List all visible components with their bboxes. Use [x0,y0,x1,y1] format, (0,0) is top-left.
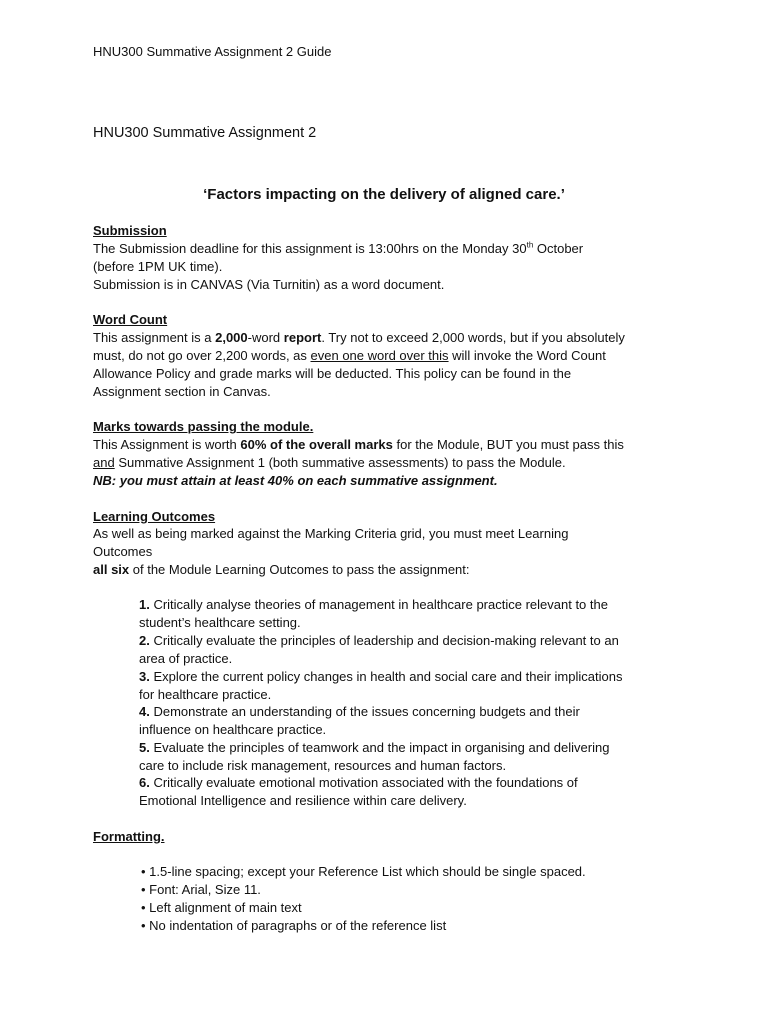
submission-heading: Submission [93,223,167,238]
formatting-bullet-4: • No indentation of paragraphs or of the reference list [141,918,447,933]
submission-line-2: (before 1PM UK time). [93,259,223,274]
word-count-line-1: This assignment is a 2,000-word report. Try not to exceed 2,000 words, but if you absolutely [93,330,625,345]
submission-line-3: Submission is in CANVAS (Via Turnitin) as a word document. [93,277,445,292]
outcomes-line-2: Outcomes [93,544,153,559]
outcome-item-4: 4. Demonstrate an understanding of the issues concerning budgets and their influence on healthcare practice. [139,704,580,737]
outcomes-line-1: As well as being marked against the Marking Criteria grid, you must meet Learning [93,526,569,541]
formatting-bullet-2: • Font: Arial, Size 11. [141,882,261,897]
learning-outcomes-heading: Learning Outcomes [93,509,216,524]
submission-line-1: The Submission deadline for this assignment is 13:00hrs on the Monday 30th October [93,240,584,256]
outcome-item-2: 2. Critically evaluate the principles of leadership and decision-making relevant to an area of practice. [139,633,619,666]
marks-line-1: This Assignment is worth 60% of the overall marks for the Module, BUT you must pass this [93,437,624,452]
outcome-item-1: 1. Critically analyse theories of management in healthcare practice relevant to the student’s healthcare setting. [139,597,608,630]
formatting-bullet-3: • Left alignment of main text [141,900,302,915]
marks-line-2: and Summative Assignment 1 (both summative assessments) to pass the Module. [93,455,566,470]
outcomes-line-3: all six of the Module Learning Outcomes to pass the assignment: [93,562,470,577]
word-count-line-3: Allowance Policy and grade marks will be deducted. This policy can be found in the [93,366,572,381]
assignment-topic: ‘Factors impacting on the delivery of aligned care.’ [203,186,565,203]
formatting-heading: Formatting. [93,829,165,844]
outcome-item-5: 5. Evaluate the principles of teamwork and the impact in organising and delivering care to include risk management, resources and human factors. [139,740,610,773]
assignment-title: HNU300 Summative Assignment 2 [93,125,317,141]
word-count-line-2: must, do not go over 2,200 words, as even one word over this will invoke the Word Count [93,348,606,363]
outcome-item-3: 3. Explore the current policy changes in health and social care and their implications for healthcare practice. [139,669,623,702]
formatting-bullet-1: • 1.5-line spacing; except your Reference List which should be single spaced. [141,864,586,879]
word-count-line-4: Assignment section in Canvas. [93,384,271,399]
marks-nb-note: NB: you must attain at least 40% on each summative assignment. [93,473,498,488]
marks-heading: Marks towards passing the module. [93,419,314,434]
word-count-heading: Word Count [93,312,168,327]
outcome-item-6: 6. Critically evaluate emotional motivation associated with the foundations of Emotional Intelligence and resilience within care delivery. [139,775,578,808]
page-header: HNU300 Summative Assignment 2 Guide [93,44,332,59]
